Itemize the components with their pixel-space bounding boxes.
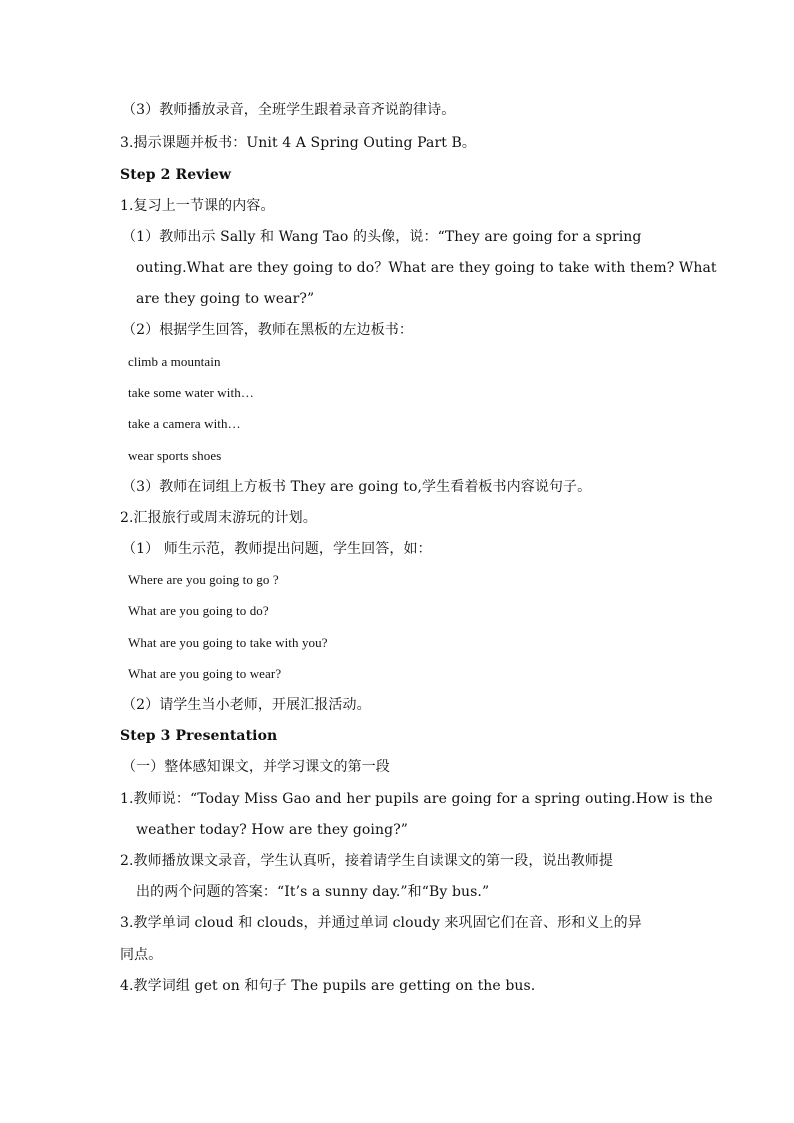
step3-item2-line1: 2.教师播放课文录音，学生认真听，接着请学生自读课文的第一段，说出教师提 (120, 853, 613, 869)
step3-item3-line2: 同点。 (120, 947, 163, 963)
heading-step2: Step 2 Review (120, 167, 232, 183)
board-phrase-2: take some water with… (128, 385, 254, 400)
step3-part1-heading: （一）整体感知课文，并学习课文的第一段 (122, 759, 390, 775)
step3-item1-line2: weather today? How are they going?” (136, 822, 409, 838)
board-phrase-4: wear sports shoes (128, 448, 222, 463)
question-2: What are you going to do? (128, 603, 269, 618)
step1-sub3: （3）教师播放录音，全班学生跟着录音齐说韵律诗。 (122, 102, 456, 118)
step2-item2-sub2: （2）请学生当小老师，开展汇报活动。 (122, 697, 371, 713)
step2-sub3: （3）教师在词组上方板书 They are going to,学生看着板书内容说句子。 (122, 479, 592, 495)
step1-item3: 3.揭示课题并板书：Unit 4 A Spring Outing Part B。 (120, 135, 477, 151)
step3-item3-line1: 3.教学单词 cloud 和 clouds，并通过单词 cloudy 来巩固它们在音、形和义上的异 (120, 915, 642, 931)
step3-item1-line1: 1.教师说：“Today Miss Gao and her pupils are going for a spring outing.How is the (120, 791, 713, 807)
step2-item2: 2.汇报旅行或周末游玩的计划。 (120, 510, 317, 526)
question-3: What are you going to take with you? (128, 635, 328, 650)
step2-sub1-line3: are they going to wear?” (136, 291, 315, 307)
step2-sub1-line1: （1）教师出示 Sally 和 Wang Tao 的头像，说：“They are going for a spring (122, 229, 642, 245)
step2-item1: 1.复习上一节课的内容。 (120, 198, 275, 214)
board-phrase-3: take a camera with… (128, 416, 241, 431)
step3-item4: 4.教学词组 get on 和句子 The pupils are getting on the bus. (120, 978, 536, 994)
step3-item2-line2: 出的两个问题的答案：“It’s a sunny day.”和“By bus.” (136, 884, 490, 900)
heading-step3: Step 3 Presentation (120, 728, 278, 744)
board-phrase-1: climb a mountain (128, 354, 221, 369)
question-1: Where are you going to go ? (128, 572, 279, 587)
question-4: What are you going to wear? (128, 666, 282, 681)
step2-sub1-line2: outing.What are they going to do？What are they going to take with them? What (136, 260, 717, 276)
step2-item2-sub1: （1） 师生示范，教师提出问题，学生回答，如： (122, 541, 432, 557)
step2-sub2: （2）根据学生回答，教师在黑板的左边板书： (122, 322, 414, 338)
